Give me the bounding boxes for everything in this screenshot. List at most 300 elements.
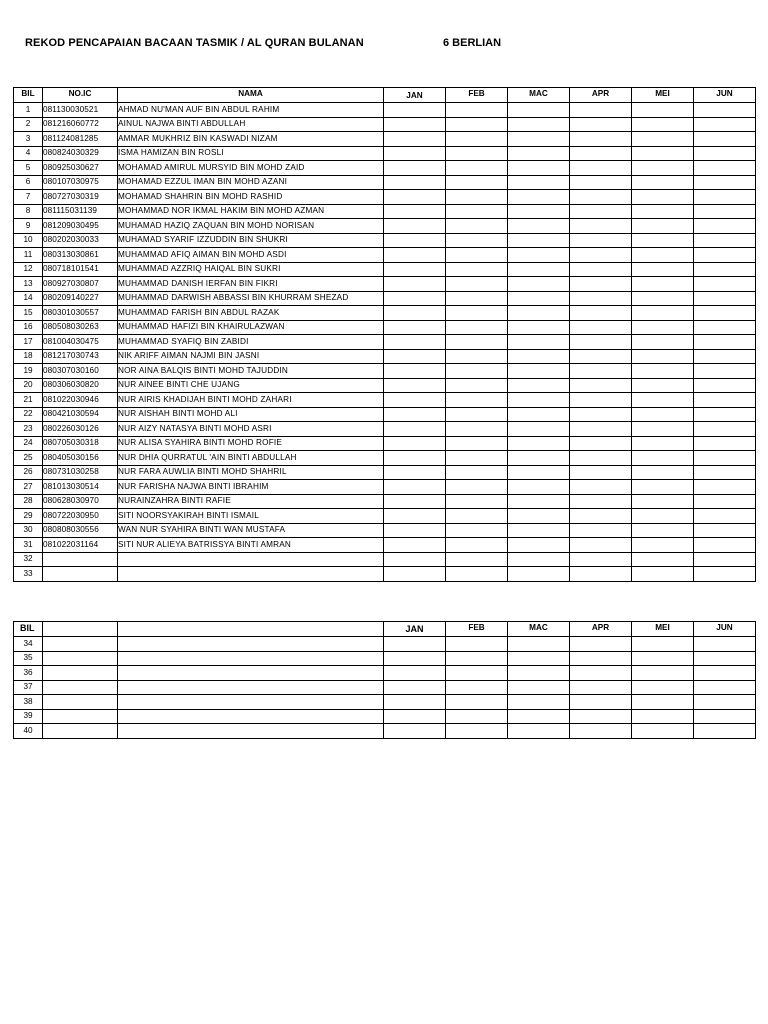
- cell-jun: [694, 335, 756, 350]
- cell-mei: [632, 349, 694, 364]
- table-row: [14, 480, 756, 495]
- cell-mac: [508, 349, 570, 364]
- table-header-row: [14, 622, 756, 637]
- cell-nama: AINUL NAJWA BINTI ABDULLAH: [118, 117, 384, 132]
- cell-jan: [384, 538, 446, 553]
- cell-mac: [508, 709, 570, 724]
- cell-mac: [508, 724, 570, 739]
- cell-jun: [694, 364, 756, 379]
- cell-feb: [446, 233, 508, 248]
- header-month-jan: JAN: [384, 622, 446, 637]
- cell-apr: [570, 277, 632, 292]
- cell-jan: [384, 451, 446, 466]
- cell-ic: [43, 709, 118, 724]
- cell-feb: [446, 320, 508, 335]
- cell-jan: [384, 422, 446, 437]
- cell-jun: [694, 132, 756, 147]
- cell-ic: 080718101541: [43, 262, 118, 277]
- cell-ic: [43, 680, 118, 695]
- cell-ic: 080824030329: [43, 146, 118, 161]
- cell-jan: [384, 219, 446, 234]
- cell-mei: [632, 709, 694, 724]
- cell-jun: [694, 680, 756, 695]
- cell-ic: 081217030743: [43, 349, 118, 364]
- cell-bil: 2: [14, 117, 43, 132]
- cell-feb: [446, 407, 508, 422]
- cell-nama: [118, 666, 384, 681]
- table-row: [14, 523, 756, 538]
- cell-apr: [570, 637, 632, 652]
- table-row: [14, 190, 756, 205]
- cell-ic: 081115031139: [43, 204, 118, 219]
- cell-jun: [694, 248, 756, 263]
- cell-mei: [632, 103, 694, 118]
- cell-apr: [570, 306, 632, 321]
- table-row: [14, 666, 756, 681]
- cell-ic: 080306030820: [43, 378, 118, 393]
- cell-apr: [570, 695, 632, 710]
- cell-ic: 080421030594: [43, 407, 118, 422]
- header-month-mac: MAC: [508, 622, 570, 637]
- cell-jan: [384, 364, 446, 379]
- cell-nama: MOHAMMAD NOR IKMAL HAKIM BIN MOHD AZMAN: [118, 204, 384, 219]
- cell-mei: [632, 161, 694, 176]
- cell-jan: [384, 680, 446, 695]
- cell-nama: MOHAMAD AMIRUL MURSYID BIN MOHD ZAID: [118, 161, 384, 176]
- cell-apr: [570, 393, 632, 408]
- cell-jun: [694, 378, 756, 393]
- cell-ic: 081216060772: [43, 117, 118, 132]
- cell-bil: 35: [14, 651, 43, 666]
- cell-mac: [508, 436, 570, 451]
- cell-apr: [570, 233, 632, 248]
- cell-mei: [632, 422, 694, 437]
- header-month-mei: MEI: [632, 88, 694, 103]
- document-header: [0, 37, 768, 51]
- cell-apr: [570, 117, 632, 132]
- cell-feb: [446, 480, 508, 495]
- cell-mac: [508, 306, 570, 321]
- header-month-feb: FEB: [446, 622, 508, 637]
- cell-mei: [632, 204, 694, 219]
- table-row: [14, 637, 756, 652]
- cell-bil: 6: [14, 175, 43, 190]
- cell-feb: [446, 523, 508, 538]
- cell-ic: 080209140227: [43, 291, 118, 306]
- cell-feb: [446, 666, 508, 681]
- cell-mac: [508, 103, 570, 118]
- table-row: [14, 204, 756, 219]
- table-row: [14, 552, 756, 567]
- cell-ic: 080808030556: [43, 523, 118, 538]
- cell-bil: 39: [14, 709, 43, 724]
- cell-ic: [43, 695, 118, 710]
- cell-bil: 30: [14, 523, 43, 538]
- cell-jun: [694, 709, 756, 724]
- cell-jun: [694, 190, 756, 205]
- cell-feb: [446, 219, 508, 234]
- cell-jan: [384, 103, 446, 118]
- cell-ic: 081013030514: [43, 480, 118, 495]
- cell-nama: NOR AINA BALQIS BINTI MOHD TAJUDDIN: [118, 364, 384, 379]
- cell-mei: [632, 523, 694, 538]
- cell-jan: [384, 262, 446, 277]
- cell-bil: 13: [14, 277, 43, 292]
- cell-feb: [446, 291, 508, 306]
- cell-bil: 21: [14, 393, 43, 408]
- cell-mac: [508, 233, 570, 248]
- cell-jun: [694, 277, 756, 292]
- cell-jan: [384, 132, 446, 147]
- cell-feb: [446, 552, 508, 567]
- cell-mei: [632, 117, 694, 132]
- cell-mei: [632, 494, 694, 509]
- cell-ic: 081209030495: [43, 219, 118, 234]
- cell-mei: [632, 335, 694, 350]
- cell-apr: [570, 364, 632, 379]
- cell-nama: MUHAMMAD AZZRIQ HAIQAL BIN SUKRI: [118, 262, 384, 277]
- cell-nama: WAN NUR SYAHIRA BINTI WAN MUSTAFA: [118, 523, 384, 538]
- cell-apr: [570, 436, 632, 451]
- table-row: [14, 494, 756, 509]
- cell-bil: 11: [14, 248, 43, 263]
- cell-apr: [570, 651, 632, 666]
- table-row: [14, 248, 756, 263]
- cell-jan: [384, 666, 446, 681]
- cell-bil: 22: [14, 407, 43, 422]
- cell-jun: [694, 724, 756, 739]
- cell-feb: [446, 567, 508, 582]
- cell-mac: [508, 552, 570, 567]
- cell-ic: [43, 651, 118, 666]
- table-row: [14, 724, 756, 739]
- cell-mei: [632, 637, 694, 652]
- cell-mei: [632, 567, 694, 582]
- table-row: [14, 567, 756, 582]
- header-bil: BIL: [14, 622, 43, 637]
- cell-mac: [508, 190, 570, 205]
- table-row: [14, 436, 756, 451]
- cell-jun: [694, 233, 756, 248]
- cell-apr: [570, 320, 632, 335]
- cell-mac: [508, 378, 570, 393]
- cell-mei: [632, 378, 694, 393]
- cell-jun: [694, 523, 756, 538]
- cell-jun: [694, 161, 756, 176]
- cell-jan: [384, 117, 446, 132]
- cell-feb: [446, 103, 508, 118]
- cell-apr: [570, 349, 632, 364]
- cell-jun: [694, 103, 756, 118]
- cell-mei: [632, 436, 694, 451]
- cell-jun: [694, 349, 756, 364]
- table-row: [14, 161, 756, 176]
- cell-mac: [508, 146, 570, 161]
- cell-mac: [508, 277, 570, 292]
- cell-jun: [694, 219, 756, 234]
- cell-apr: [570, 335, 632, 350]
- cell-mac: [508, 480, 570, 495]
- cell-apr: [570, 204, 632, 219]
- cell-mac: [508, 248, 570, 263]
- table-row: [14, 349, 756, 364]
- cell-jun: [694, 538, 756, 553]
- header-month-apr: APR: [570, 622, 632, 637]
- cell-nama: NUR FARA AUWLIA BINTI MOHD SHAHRIL: [118, 465, 384, 480]
- cell-feb: [446, 637, 508, 652]
- cell-jan: [384, 523, 446, 538]
- cell-mac: [508, 523, 570, 538]
- cell-mei: [632, 132, 694, 147]
- cell-mei: [632, 233, 694, 248]
- header-ic-empty: [43, 622, 118, 637]
- table-row: [14, 451, 756, 466]
- cell-feb: [446, 349, 508, 364]
- cell-jan: [384, 190, 446, 205]
- header-bil: BIL: [14, 88, 43, 103]
- cell-mac: [508, 132, 570, 147]
- cell-nama: NUR ALISA SYAHIRA BINTI MOHD ROFIE: [118, 436, 384, 451]
- header-month-apr: APR: [570, 88, 632, 103]
- cell-mei: [632, 407, 694, 422]
- cell-apr: [570, 451, 632, 466]
- cell-mac: [508, 538, 570, 553]
- cell-jun: [694, 204, 756, 219]
- cell-jun: [694, 567, 756, 582]
- cell-bil: 20: [14, 378, 43, 393]
- cell-bil: 7: [14, 190, 43, 205]
- cell-apr: [570, 523, 632, 538]
- cell-feb: [446, 393, 508, 408]
- cell-mei: [632, 248, 694, 263]
- cell-mei: [632, 465, 694, 480]
- table-row: [14, 393, 756, 408]
- cell-mei: [632, 146, 694, 161]
- cell-bil: 17: [14, 335, 43, 350]
- cell-apr: [570, 262, 632, 277]
- table-row: [14, 233, 756, 248]
- table-row: [14, 538, 756, 553]
- cell-mac: [508, 161, 570, 176]
- cell-apr: [570, 291, 632, 306]
- table-header-row: [14, 88, 756, 103]
- cell-ic: 080405030156: [43, 451, 118, 466]
- cell-ic: 080927030807: [43, 277, 118, 292]
- cell-nama: NIK ARIFF AIMAN NAJMI BIN JASNI: [118, 349, 384, 364]
- student-rows: [14, 103, 756, 582]
- cell-jan: [384, 277, 446, 292]
- cell-mei: [632, 680, 694, 695]
- cell-bil: 15: [14, 306, 43, 321]
- cell-jun: [694, 651, 756, 666]
- cell-jan: [384, 349, 446, 364]
- cell-ic: [43, 637, 118, 652]
- class-name: 6 BERLIAN: [443, 37, 502, 49]
- table-row: [14, 320, 756, 335]
- cell-mac: [508, 364, 570, 379]
- header-month-mei: MEI: [632, 622, 694, 637]
- cell-feb: [446, 146, 508, 161]
- cell-mei: [632, 190, 694, 205]
- cell-mac: [508, 204, 570, 219]
- cell-mac: [508, 407, 570, 422]
- cell-apr: [570, 480, 632, 495]
- cell-nama: SITI NOORSYAKIRAH BINTI ISMAIL: [118, 509, 384, 524]
- header-nama: NAMA: [118, 88, 384, 103]
- cell-ic: 080925030627: [43, 161, 118, 176]
- header-month-mac: MAC: [508, 88, 570, 103]
- cell-mei: [632, 666, 694, 681]
- cell-jan: [384, 146, 446, 161]
- cell-jan: [384, 552, 446, 567]
- cell-bil: 10: [14, 233, 43, 248]
- cell-jun: [694, 436, 756, 451]
- cell-ic: 080727030319: [43, 190, 118, 205]
- cell-bil: 29: [14, 509, 43, 524]
- cell-feb: [446, 451, 508, 466]
- cell-nama: MUHAMMAD SYAFIQ BIN ZABIDI: [118, 335, 384, 350]
- student-record-table: [13, 87, 756, 582]
- cell-jun: [694, 175, 756, 190]
- cell-ic: 081022031164: [43, 538, 118, 553]
- cell-mei: [632, 306, 694, 321]
- cell-feb: [446, 651, 508, 666]
- cell-bil: 14: [14, 291, 43, 306]
- cell-mac: [508, 637, 570, 652]
- cell-mac: [508, 117, 570, 132]
- cell-nama: MUHAMAD SYARIF IZZUDDIN BIN SHUKRI: [118, 233, 384, 248]
- cell-mei: [632, 277, 694, 292]
- cell-feb: [446, 364, 508, 379]
- cell-feb: [446, 695, 508, 710]
- cell-bil: 27: [14, 480, 43, 495]
- cell-mei: [632, 393, 694, 408]
- cell-feb: [446, 277, 508, 292]
- cell-bil: 33: [14, 567, 43, 582]
- cell-jun: [694, 306, 756, 321]
- table-row: [14, 364, 756, 379]
- cell-feb: [446, 204, 508, 219]
- cell-bil: 36: [14, 666, 43, 681]
- table-row: [14, 132, 756, 147]
- cell-jun: [694, 465, 756, 480]
- cell-mei: [632, 651, 694, 666]
- cell-bil: 25: [14, 451, 43, 466]
- cell-nama: AMMAR MUKHRIZ BIN KASWADI NIZAM: [118, 132, 384, 147]
- cell-jan: [384, 248, 446, 263]
- cell-feb: [446, 306, 508, 321]
- cell-nama: [118, 680, 384, 695]
- cell-feb: [446, 538, 508, 553]
- cell-jun: [694, 393, 756, 408]
- cell-mac: [508, 219, 570, 234]
- cell-bil: 16: [14, 320, 43, 335]
- cell-nama: MOHAMAD SHAHRIN BIN MOHD RASHID: [118, 190, 384, 205]
- cell-apr: [570, 422, 632, 437]
- cell-jun: [694, 695, 756, 710]
- cell-jun: [694, 320, 756, 335]
- cell-feb: [446, 709, 508, 724]
- cell-mei: [632, 451, 694, 466]
- cell-apr: [570, 248, 632, 263]
- cell-nama: NUR AISHAH BINTI MOHD ALI: [118, 407, 384, 422]
- cell-jun: [694, 422, 756, 437]
- cell-jan: [384, 233, 446, 248]
- cell-jan: [384, 175, 446, 190]
- cell-feb: [446, 132, 508, 147]
- cell-mei: [632, 320, 694, 335]
- cell-nama: [118, 567, 384, 582]
- cell-jun: [694, 509, 756, 524]
- cell-bil: 32: [14, 552, 43, 567]
- cell-nama: [118, 695, 384, 710]
- cell-jan: [384, 291, 446, 306]
- cell-bil: 26: [14, 465, 43, 480]
- table-row: [14, 422, 756, 437]
- table-row: [14, 219, 756, 234]
- table-row: [14, 306, 756, 321]
- cell-apr: [570, 666, 632, 681]
- cell-apr: [570, 132, 632, 147]
- cell-mac: [508, 567, 570, 582]
- cell-mac: [508, 666, 570, 681]
- cell-apr: [570, 680, 632, 695]
- cell-ic: 081124081285: [43, 132, 118, 147]
- cell-feb: [446, 509, 508, 524]
- cell-jun: [694, 451, 756, 466]
- cell-bil: 28: [14, 494, 43, 509]
- cell-jan: [384, 651, 446, 666]
- cell-feb: [446, 262, 508, 277]
- cell-bil: 3: [14, 132, 43, 147]
- cell-jan: [384, 480, 446, 495]
- cell-mei: [632, 695, 694, 710]
- cell-jun: [694, 407, 756, 422]
- cell-jan: [384, 494, 446, 509]
- cell-ic: 080731030258: [43, 465, 118, 480]
- cell-ic: 080705030318: [43, 436, 118, 451]
- cell-ic: 080301030557: [43, 306, 118, 321]
- cell-apr: [570, 161, 632, 176]
- cell-jun: [694, 146, 756, 161]
- cell-bil: 1: [14, 103, 43, 118]
- cell-mac: [508, 320, 570, 335]
- table-row: [14, 680, 756, 695]
- cell-mac: [508, 335, 570, 350]
- cell-mac: [508, 175, 570, 190]
- cell-feb: [446, 724, 508, 739]
- cell-jan: [384, 204, 446, 219]
- cell-mac: [508, 651, 570, 666]
- header-nama-empty: [118, 622, 384, 637]
- table-row: [14, 291, 756, 306]
- cell-apr: [570, 407, 632, 422]
- cell-jan: [384, 465, 446, 480]
- cell-jun: [694, 262, 756, 277]
- cell-nama: NUR DHIA QURRATUL 'AIN BINTI ABDULLAH: [118, 451, 384, 466]
- cell-mei: [632, 219, 694, 234]
- cell-ic: 081022030946: [43, 393, 118, 408]
- cell-jun: [694, 291, 756, 306]
- cell-mac: [508, 680, 570, 695]
- cell-nama: MUHAMMAD FARISH BIN ABDUL RAZAK: [118, 306, 384, 321]
- table-row: [14, 407, 756, 422]
- cell-nama: NUR AIRIS KHADIJAH BINTI MOHD ZAHARI: [118, 393, 384, 408]
- cell-apr: [570, 552, 632, 567]
- cell-jan: [384, 436, 446, 451]
- cell-apr: [570, 538, 632, 553]
- cell-apr: [570, 190, 632, 205]
